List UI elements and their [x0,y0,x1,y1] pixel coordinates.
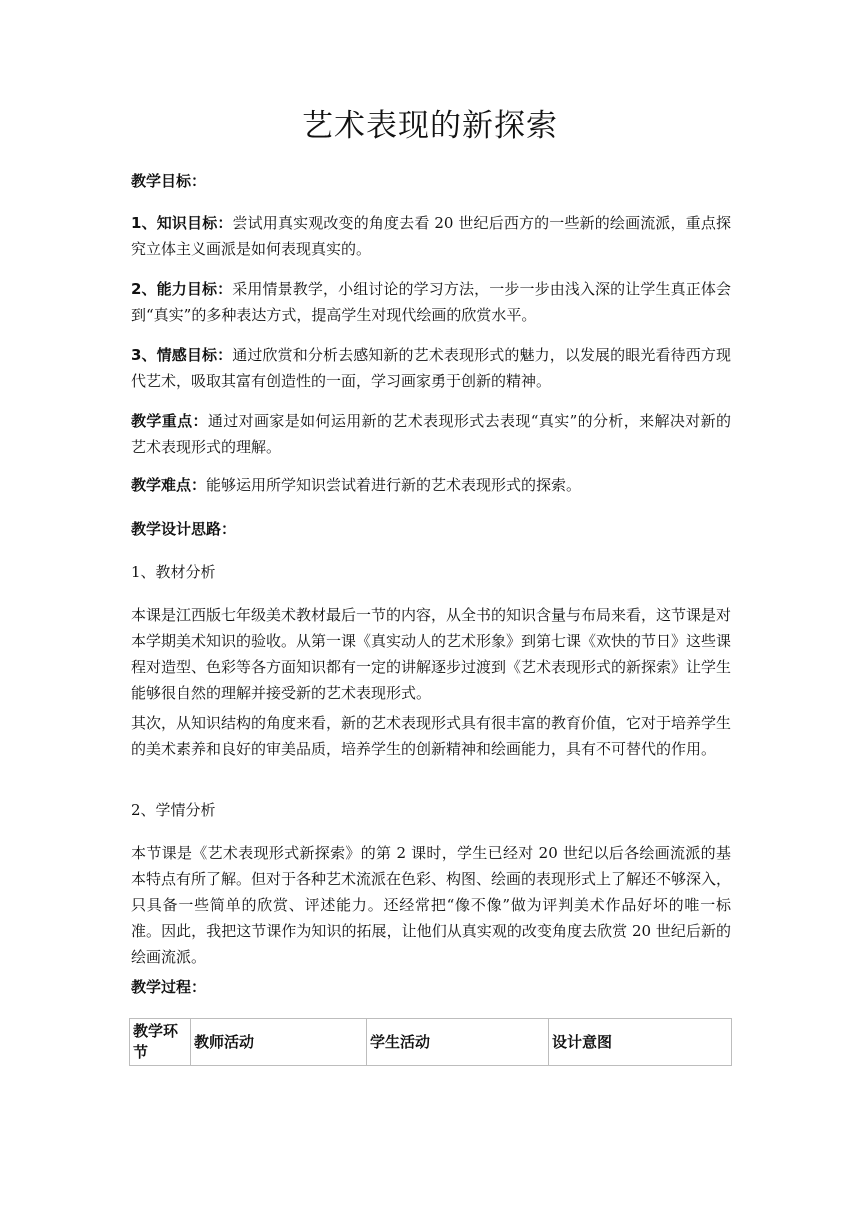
goal-emotion-text: 通过欣赏和分析去感知新的艺术表现形式的魅力，以发展的眼光看待西方现代艺术，吸取其富有创造性的一面，学习画家勇于创新的精神。 [131,346,731,390]
key-point [131,408,731,460]
goal-knowledge-label: 1、知识目标： [131,214,233,232]
section1-heading: 1、教材分析 [131,563,216,581]
process-table [129,1018,732,1066]
goal-ability-label: 2、能力目标： [131,280,233,298]
table-header-row [130,1019,732,1066]
goal-knowledge-text: 尝试用真实观改变的角度去看 20 世纪后西方的一些新的绘画流派，重点探究立体主义画派是如何表现真实的。 [131,214,731,258]
page-title: 艺术表现的新探索 [302,108,558,144]
design-heading: 教学设计思路： [131,520,237,538]
goal-ability-text: 采用情景教学，小组讨论的学习方法，一步一步由浅入深的让学生真正体会到“真实”的多种表达方式，提高学生对现代绘画的欣赏水平。 [131,280,731,324]
goal-ability [131,276,731,328]
table-header-cell: 学生活动 [367,1019,549,1066]
paragraph-knowledge-structure: 其次，从知识结构的角度来看，新的艺术表现形式具有很丰富的教育价值，它对于培养学生的美术素养和良好的审美品质，培养学生的创新精神和绘画能力，具有不可替代的作用。 [131,714,732,758]
table-header-cell: 教师活动 [191,1019,367,1066]
section2-heading: 2、学情分析 [131,801,216,819]
difficulty-text: 能够运用所学知识尝试着进行新的艺术表现形式的探索。 [206,476,582,494]
paragraph-student-analysis: 本节课是《艺术表现形式新探索》的第 2 课时，学生已经对 20 世纪以后各绘画流派的基本特点有所了解。但对于各种艺术流派在色彩、构图、绘画的表现形式上了解还不够深入，只具备一些简单的欣赏、评述能力。还经常把“像不像”做为评判美术作品好坏的唯一标准。因此，我把这节课作为知识的拓展，让他们从真实观的改变角度去欣赏 20 世纪后新的绘画流派。 [131,844,732,966]
table-header-cell: 教学环节 [130,1019,191,1066]
paragraph-textbook-analysis: 本课是江西版七年级美术教材最后一节的内容，从全书的知识含量与布局来看，这节课是对本学期美术知识的验收。从第一课《真实动人的艺术形象》到第七课《欢快的节日》这些课程对造型、色彩等各方面知识都有一定的讲解逐步过渡到《艺术表现形式的新探索》让学生能够很自然的理解并接受新的艺术表现形式。 [131,606,732,702]
goal-knowledge [131,210,731,262]
table-header-cell: 设计意图 [549,1019,732,1066]
key-point-label: 教学重点： [131,412,208,430]
key-point-text: 通过对画家是如何运用新的艺术表现形式去表现“真实”的分析，来解决对新的艺术表现形式的理解。 [131,412,731,456]
difficulty [131,472,731,498]
goal-emotion-label: 3、情感目标： [131,346,233,364]
process-heading: 教学过程： [131,978,207,996]
goals-heading: 教学目标： [131,172,207,190]
goal-emotion [131,342,731,394]
difficulty-label: 教学难点： [131,476,207,494]
